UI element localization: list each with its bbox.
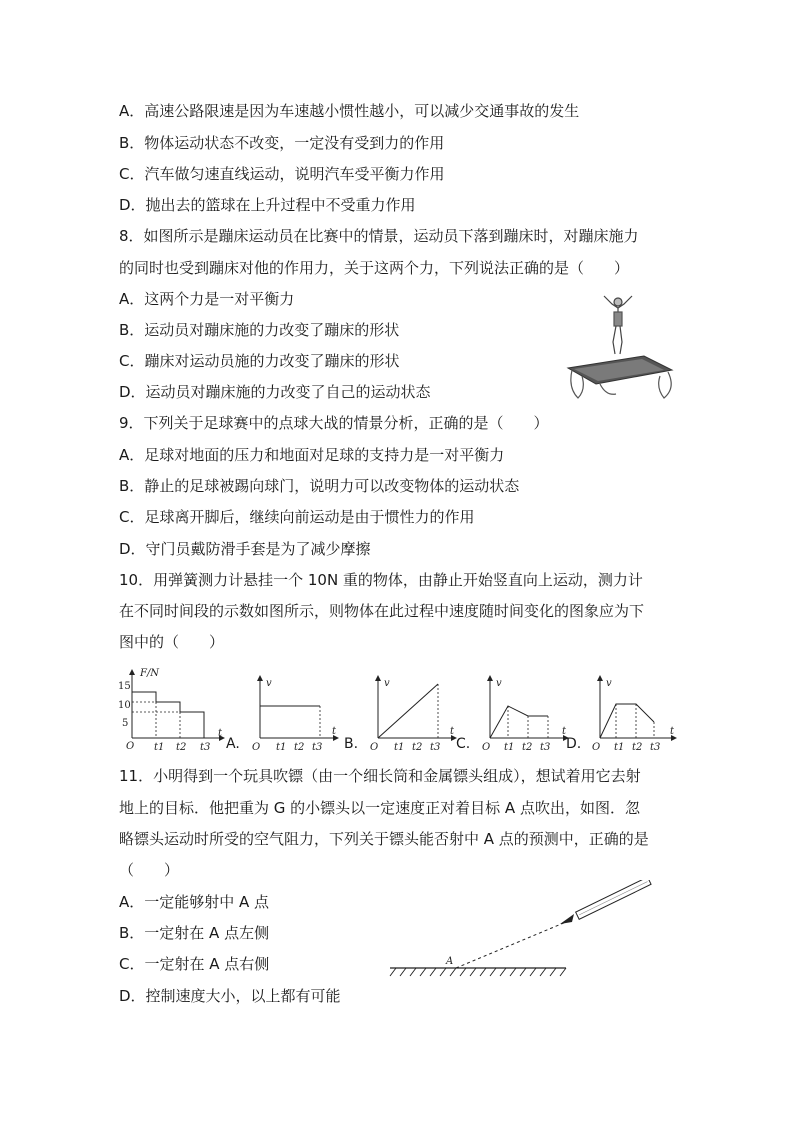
blowgun-tube bbox=[576, 880, 651, 919]
q10-stem-line3: 图中的（ ） bbox=[119, 633, 225, 651]
t-axis-d: t bbox=[670, 726, 675, 737]
t-axis-b: t bbox=[450, 726, 455, 737]
q9-option-d: D．守门员戴防滑手套是为了减少摩擦 bbox=[119, 540, 371, 558]
t-axis-a: t bbox=[332, 726, 337, 737]
t3-label: t3 bbox=[200, 742, 211, 753]
f-tick-5: 5 bbox=[122, 718, 129, 729]
q10-stem-line1: 10．用弹簧测力计悬挂一个 10N 重的物体，由静止开始竖直向上运动，测力计 bbox=[119, 571, 643, 589]
q7-option-a: A．高速公路限速是因为车速越小惯性越小，可以减少交通事故的发生 bbox=[119, 102, 580, 120]
q9-option-a: A．足球对地面的压力和地面对足球的支持力是一对平衡力 bbox=[119, 446, 505, 464]
q11-stem-line3: 略镖头运动时所受的空气阻力，下列关于镖头能否射中 A 点的预测中，正确的是 bbox=[119, 830, 649, 848]
q11-stem-line2: 地上的目标．他把重为 G 的小镖头以一定速度正对着目标 A 点吹出，如图．忽 bbox=[119, 799, 640, 817]
origin-c: O bbox=[482, 742, 491, 752]
q11-option-a: A．一定能够射中 A 点 bbox=[119, 893, 270, 911]
t2-label: t2 bbox=[176, 742, 187, 753]
velocity-graph-b bbox=[366, 672, 461, 752]
q11-option-d: D．控制速度大小，以上都有可能 bbox=[119, 987, 341, 1005]
q10-option-d-label: D. bbox=[566, 736, 582, 752]
force-time-graph bbox=[118, 664, 228, 754]
velocity-graph-c bbox=[478, 672, 573, 752]
q8-option-b: B．运动员对蹦床施的力改变了蹦床的形状 bbox=[119, 321, 400, 339]
q9-stem: 9．下列关于足球赛中的点球大战的情景分析，正确的是（ ） bbox=[119, 414, 549, 432]
q10-option-a-label: A. bbox=[226, 736, 240, 752]
t-axis-c: t bbox=[562, 726, 567, 737]
t3-c: t3 bbox=[540, 742, 551, 752]
t1-a: t1 bbox=[276, 742, 287, 752]
velocity-graph-d bbox=[588, 672, 683, 752]
q11-stem-line4: （ ） bbox=[119, 861, 180, 879]
t1-b: t1 bbox=[394, 742, 405, 752]
ground-hatching bbox=[390, 968, 566, 976]
t1-label: t1 bbox=[154, 742, 165, 753]
q11-stem-line1: 11．小明得到一个玩具吹镖（由一个细长筒和金属镖头组成），想试着用它去射 bbox=[119, 767, 641, 785]
q11-option-b: B．一定射在 A 点左侧 bbox=[119, 924, 270, 942]
q10-option-b-label: B. bbox=[344, 736, 359, 752]
aim-line bbox=[456, 922, 566, 968]
origin-d: O bbox=[592, 742, 601, 752]
blowgun-figure bbox=[386, 880, 656, 985]
trampoline-figure bbox=[560, 290, 680, 405]
v-axis-label-a: v bbox=[266, 678, 272, 689]
q7-option-d: D．抛出去的篮球在上升过程中不受重力作用 bbox=[119, 196, 416, 214]
q9-option-b: B．静止的足球被踢向球门，说明力可以改变物体的运动状态 bbox=[119, 477, 520, 495]
athlete-drawing bbox=[604, 296, 632, 354]
q11-option-c: C．一定射在 A 点右侧 bbox=[119, 955, 270, 973]
origin-b: O bbox=[370, 742, 379, 752]
t2-c: t2 bbox=[522, 742, 533, 752]
force-steps bbox=[132, 692, 204, 738]
f-tick-15: 15 bbox=[118, 681, 131, 692]
origin-a: O bbox=[252, 742, 261, 752]
dart-head bbox=[560, 914, 574, 924]
q7-option-b: B．物体运动状态不改变，一定没有受到力的作用 bbox=[119, 134, 445, 152]
t2-d: t2 bbox=[632, 742, 643, 752]
q8-stem-line2: 的同时也受到蹦床对他的作用力，关于这两个力，下列说法正确的是（ ） bbox=[119, 259, 630, 277]
t2-a: t2 bbox=[294, 742, 305, 752]
t2-b: t2 bbox=[412, 742, 423, 752]
f-axis-label: F/N bbox=[140, 668, 160, 679]
point-a-label: A bbox=[446, 956, 454, 967]
q9-option-c: C．足球离开脚后，继续向前运动是由于惯性力的作用 bbox=[119, 508, 475, 526]
q10-stem-line2: 在不同时间段的示数如图所示，则物体在此过程中速度随时间变化的图象应为下 bbox=[119, 602, 645, 620]
t3-b: t3 bbox=[430, 742, 441, 752]
t3-d: t3 bbox=[650, 742, 661, 752]
v-axis-label-c: v bbox=[496, 678, 502, 689]
q8-stem-line1: 8．如图所示是蹦床运动员在比赛中的情景，运动员下落到蹦床时，对蹦床施力 bbox=[119, 227, 639, 245]
velocity-graph-a bbox=[248, 672, 343, 752]
v-axis-label-d: v bbox=[606, 678, 612, 689]
q8-option-d: D．运动员对蹦床施的力改变了自己的运动状态 bbox=[119, 383, 431, 401]
t1-c: t1 bbox=[504, 742, 515, 752]
f-tick-10: 10 bbox=[118, 700, 131, 711]
q8-option-c: C．蹦床对运动员施的力改变了蹦床的形状 bbox=[119, 352, 400, 370]
q7-option-c: C．汽车做匀速直线运动，说明汽车受平衡力作用 bbox=[119, 165, 445, 183]
v-axis-label-b: v bbox=[384, 678, 390, 689]
t-axis-label: t bbox=[218, 728, 223, 739]
t3-a: t3 bbox=[312, 742, 323, 752]
q10-option-c-label: C. bbox=[456, 736, 471, 752]
origin-label: O bbox=[126, 741, 135, 752]
q8-option-a: A．这两个力是一对平衡力 bbox=[119, 290, 295, 308]
t1-d: t1 bbox=[614, 742, 625, 752]
